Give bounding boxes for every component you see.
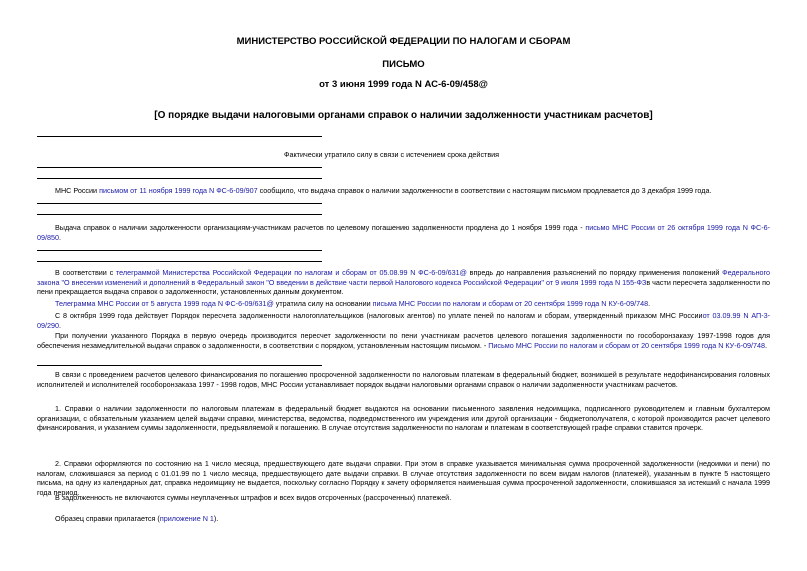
letter-link[interactable]: письмо МНС России от 26 октября 1999 года N ФС-6-09/850: [37, 223, 770, 242]
letter-link[interactable]: Письмо МНС России по налогам и сборам от 20 сентября 1999 года N КУ-6-09/748: [488, 340, 765, 350]
paragraph-intro: В связи с проведением расчетов целевого финансирования по погашению просроченной задолженности по налоговым платежам в федеральный бюджет, возникшей в результате недофинансирования головных исполнителей и исполнителей гособоронзаказа 1997 - 1998 годов, МНС России устанавливает порядок выдачи налоговыми органами справок о наличии задолженности участникам расчетов.: [37, 370, 770, 389]
divider: [37, 250, 322, 251]
document-date-number: от 3 июня 1999 года N АС-6-09/458@: [319, 79, 488, 90]
appendix-link[interactable]: приложение N 1: [159, 514, 214, 523]
divider: [37, 136, 322, 137]
paragraph-item-1: 1. Справки о наличии задолженности по налоговым платежам в федеральный бюджет выдаются на основании письменного заявления недоимщика, подписанного руководителем и главным бухгалтером организации, с обязательным указанием целей выдачи справки, министерства, ведомства, подведомственного им учреждения или другой организации - бюджетополучателя, с которой производится расчет целевого финансирования, и указанием суммы задолженности, предъявляемой к погашению. В случае отсутствия задолженности по налогам и платежам в соответствующей графе справки ставится прочерк.: [37, 404, 770, 432]
paragraph-extension-note-2: Выдача справок о наличии задолженности организациям-участникам расчетов по целевому погашению задолженности продлена до 1 ноября 1999 года - письмо МНС России от 26 октября 1999 года N ФС-6-09/850.: [37, 223, 770, 242]
paragraph-recalculation: При получении указанного Порядка в первую очередь производится пересчет задолженности по пени участникам расчетов целевого погашения задолженности по гособоронзаказу 1997-1998 годов для обеспечения незамедлительной выдачи справок о задолженности, в соответствии с порядком, установленным настоящим письмом. - Письмо МНС России по налогам и сборам от 20 сентября 1999 года N КУ-6-09/748.: [37, 331, 770, 350]
paragraph-telegram-note: В соответствии с телеграммой Министерства Российской Федерации по налогам и сборам от 05.08.99 N ФС-6-09/631@ впредь до направления разъяснений по порядку применения положений Федерального закона "О внесении изменений и дополнений в Федеральный закон "О введении в действие части первой Налогового кодекса Российской Федерации" от 9 июля 1999 года N 155-ФЗв части пересчета задолженности по пени прекращается выдача справок о задолженности, установленных данным документом.: [37, 268, 771, 296]
paragraph-exclusions: В задолженность не включаются суммы неуплаченных штрафов и всех видов отсроченных (рассроченных) платежей.: [55, 493, 452, 502]
paragraph-telegram-repeal: Телеграмма МНС России от 5 августа 1999 года N ФС-6-09/631@ утратила силу на основании письма МНС России по налогам и сборам от 20 сентября 1999 года N КУ-6-09/748.: [55, 299, 651, 308]
divider: [37, 167, 322, 168]
paragraph-sample: Образец справки прилагается (приложение N 1).: [55, 514, 219, 523]
telegram-link[interactable]: телеграммой Министерства Российской Федерации по налогам и сборам от 05.08.99 N ФС-6-09/631@: [115, 268, 467, 277]
divider: [37, 203, 322, 204]
status-note: Фактически утратило силу в связи с истечением срока действия: [284, 150, 500, 159]
divider: [37, 178, 322, 179]
telegram-link[interactable]: Телеграмма МНС России от 5 августа 1999 года N ФС-6-09/631@: [55, 299, 274, 308]
paragraph-item-2: 2. Справки оформляются по состоянию на 1 число месяца, предшествующего дате выдачи справки. При этом в справке указывается минимальная сумма просроченной задолженности (недоимки и пени) по налогам, сложившаяся за период с 01.01.99 по 1 число месяца, предшествующего дате выдачи справки. В случае отсутствия задолженности по всем видам налогов (платежей), указанным в пункте 5 настоящего письма, на одну из календарных дат, справка недоимщику не выдается, поскольку согласно Порядку к зачету оформляется наименьшая сумма просроченной задолженности, сложившаяся за истекший с начала 1999 года период.: [37, 459, 770, 497]
divider: [37, 214, 322, 215]
letter-link[interactable]: письмом от 11 ноября 1999 года N ФС-6-09/907: [99, 186, 258, 195]
order-link[interactable]: от 03.09.99 N АП-3-09/290: [37, 311, 770, 330]
document-title: [О порядке выдачи налоговыми органами справок о наличии задолженности участникам расчетов]: [154, 110, 653, 121]
ministry-heading: МИНИСТЕРСТВО РОССИЙСКОЙ ФЕДЕРАЦИИ ПО НАЛОГАМ И СБОРАМ: [236, 36, 571, 47]
document-type: ПИСЬМО: [382, 59, 425, 70]
divider: [37, 365, 322, 366]
federal-law-link[interactable]: Федерального закона "О внесении изменений и дополнений в Федеральный закон "О введении в действие части первой Налогового кодекса Российской Федерации" от 9 июля 1999 года N 155-ФЗ: [37, 268, 770, 287]
divider: [37, 261, 322, 262]
paragraph-extension-note: МНС России письмом от 11 ноября 1999 года N ФС-6-09/907 сообщило, что выдача справок о наличии задолженности в соответствии с настоящим письмом продлевается до 3 декабря 1999 года.: [55, 186, 712, 195]
paragraph-procedure: С 8 октября 1999 года действует Порядок пересчета задолженности налогоплательщиков (налоговых агентов) по уплате пеней по налогам и сборам, утвержденный приказом МНС Россииот 03.09.99 N АП-3-09/290.: [37, 311, 770, 330]
letter-link[interactable]: письма МНС России по налогам и сборам от 20 сентября 1999 года N КУ-6-09/748: [372, 299, 649, 308]
